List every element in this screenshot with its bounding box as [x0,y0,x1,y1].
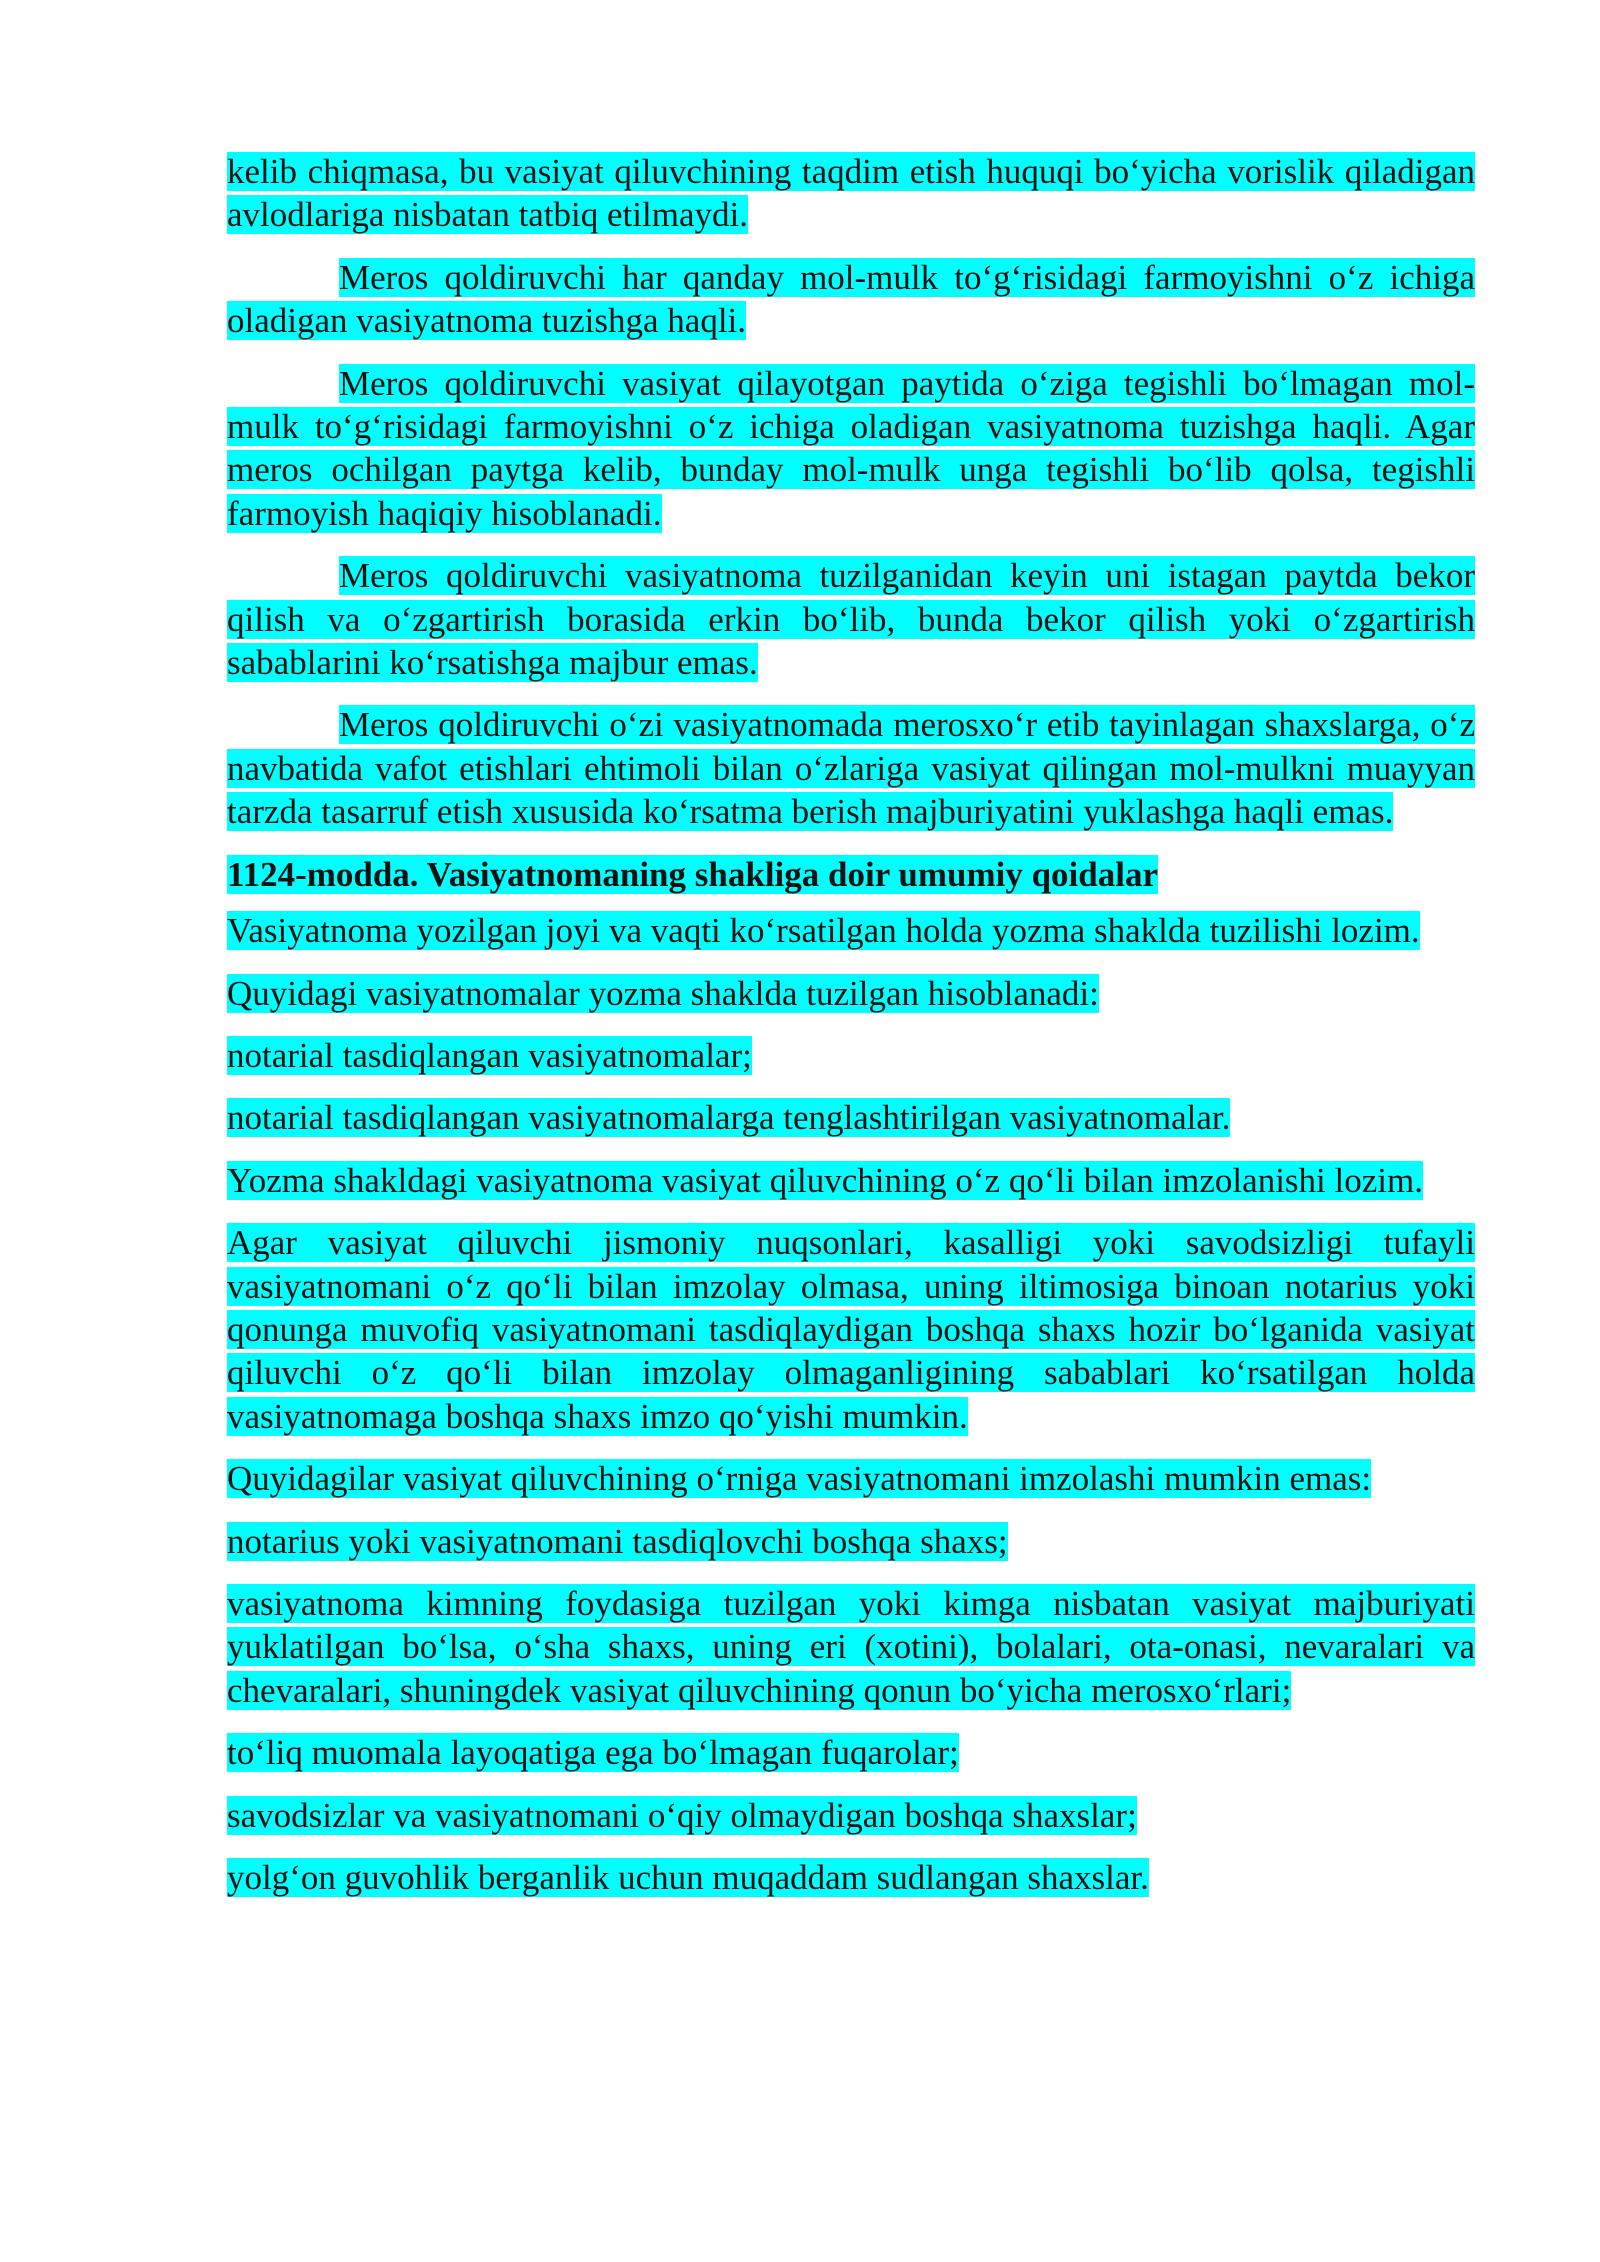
list-item [227,1794,1475,1837]
highlighted-text: notarial tasdiqlangan vasiyatnomalar; [227,1035,752,1075]
highlighted-text: Vasiyatnoma yozilgan joyi va vaqti ko‘rsatilgan holda yozma shaklda tuzilishi lozim. [227,911,1420,951]
highlighted-text: yolg‘on guvohlik berganlik uchun muqaddam sudlangan shaxslar. [227,1858,1149,1897]
paragraph [227,1457,1475,1500]
paragraph [227,1159,1475,1202]
article-heading [227,853,1475,896]
paragraph [227,362,1475,536]
highlighted-text: Meros qoldiruvchi har qanday mol-mulk to‘g‘risidagi farmoyishni o‘z ichiga oladigan vasiyatnoma tuzishga haqli. [227,257,1475,341]
highlighted-text: Meros qoldiruvchi vasiyat qilayotgan paytida o‘ziga tegishli bo‘lmagan mol-mulk to‘g‘risidagi farmoyishni o‘z ichiga oladigan vasiyatnoma tuzishga haqli. Agar meros ochilgan paytga kelib, bunday mol-mulk unga tegishli bo‘lib qolsa, tegishli farmoyish haqiqiy hisoblanadi. [227,363,1475,533]
list-item [227,1520,1475,1563]
highlighted-heading-text: 1124-modda. Vasiyatnomaning shakliga doir umumiy qoidalar [227,854,1158,894]
highlighted-text: Quyidagilar vasiyat qiluvchining o‘rniga vasiyatnomani imzolashi mumkin emas: [227,1459,1372,1499]
document-page [227,150,1475,1918]
list-item [227,1731,1475,1774]
highlighted-text: Agar vasiyat qiluvchi jismoniy nuqsonlari, kasalligi yoki savodsizligi tufayli vasiyatnomani o‘z qo‘li bilan imzolay olmasa, uning iltimosiga binoan notarius yoki qonunga muvofiq vasiyatnomani tasdiqlaydigan boshqa shaxs hozir bo‘lganida vasiyat qiluvchi o‘z qo‘li bilan imzolay olmaganligining sabablari ko‘rsatilgan holda vasiyatnomaga boshqa shaxs imzo qo‘yishi mumkin. [227,1223,1475,1436]
paragraph [227,554,1475,684]
list-item [227,1856,1475,1899]
highlighted-text: to‘liq muomala layoqatiga ega bo‘lmagan fuqarolar; [227,1733,959,1773]
list-item [227,1034,1475,1077]
faint-highlight-background [1212,1856,1475,1899]
paragraph [227,909,1475,952]
paragraph [227,703,1475,833]
highlighted-text: Meros qoldiruvchi vasiyatnoma tuzilganidan keyin uni istagan paytda bekor qilish va o‘zgartirish borasida erkin bo‘lib, bunda bekor qilish yoki o‘zgartirish sabablarini ko‘rsatishga majbur emas. [227,556,1475,683]
highlighted-text: kelib chiqmasa, bu vasiyat qiluvchining taqdim etish huquqi bo‘yicha vorislik qiladigan avlodlariga nisbatan tatbiq etilmaydi. [227,152,1475,235]
list-item [227,1096,1475,1139]
list-item [227,1582,1475,1712]
highlighted-text: Yozma shakldagi vasiyatnoma vasiyat qiluvchining o‘z qo‘li bilan imzolanishi lozim. [227,1160,1423,1200]
highlighted-text: notarial tasdiqlangan vasiyatnomalarga tenglashtirilgan vasiyatnomalar. [227,1098,1231,1138]
paragraph [227,256,1475,343]
paragraph [227,972,1475,1015]
faint-highlight-background [227,703,339,746]
paragraph [227,150,1475,237]
highlighted-text: Quyidagi vasiyatnomalar yozma shaklda tuzilgan hisoblanadi: [227,973,1099,1013]
highlighted-text: vasiyatnoma kimning foydasiga tuzilgan yoki kimga nisbatan vasiyat majburiyati yuklatilgan bo‘lsa, o‘sha shaxs, uning eri (xotini), bolalari, ota-onasi, nevaralari va chevaralari, shuningdek vasiyat qiluvchining qonun bo‘yicha merosxo‘rlari; [227,1583,1475,1710]
highlighted-text: notarius yoki vasiyatnomani tasdiqlovchi boshqa shaxs; [227,1521,1008,1561]
highlighted-text: savodsizlar va vasiyatnomani o‘qiy olmaydigan boshqa shaxslar; [227,1795,1137,1835]
paragraph [227,1221,1475,1438]
highlighted-text: Meros qoldiruvchi o‘zi vasiyatnomada merosxo‘r etib tayinlagan shaxslarga, o‘z navbatida vafot etishlari ehtimoli bilan o‘zlariga vasiyat qilingan mol-mulkni muayyan tarzda tasarruf etish xususida ko‘rsatma berish majburiyatini yuklashga haqli emas. [227,705,1475,832]
